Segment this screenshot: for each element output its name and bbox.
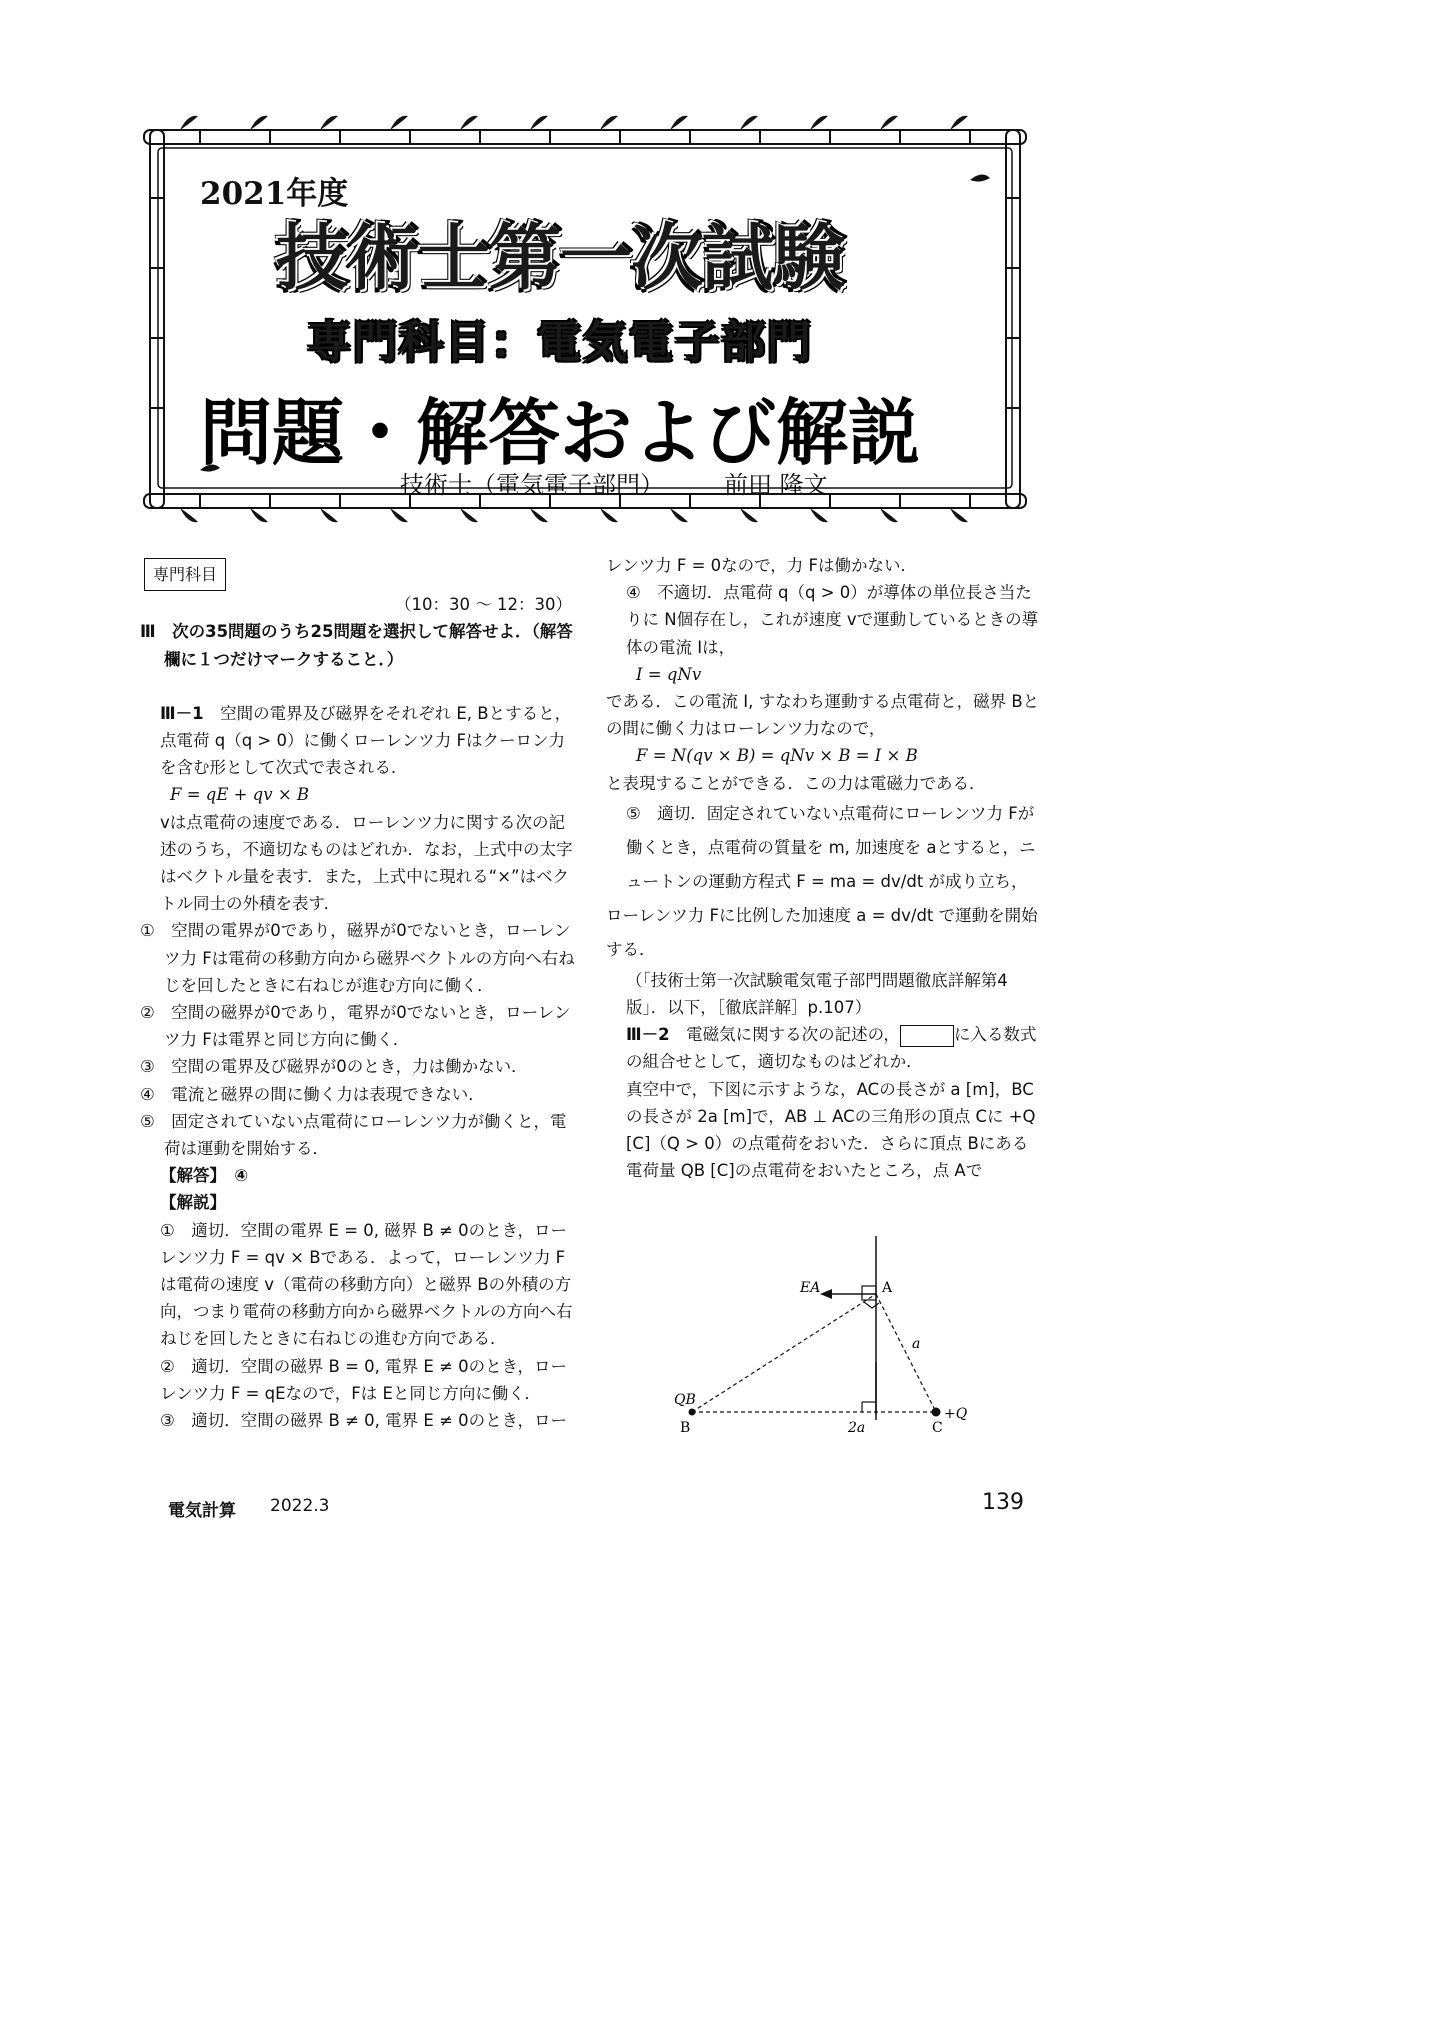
- question-text: vは点電荷の速度である．ローレンツ力に関する次の記述のうち，不適切なものはどれか．なお，上式中の太字はベクトル量を表す．また，上式中に現れる“×”はベクトル同士の外積を表す．: [160, 812, 573, 914]
- explanation-3: ③ 適切．空間の磁界 B ≠ 0, 電界 E ≠ 0のとき，ロー: [160, 1411, 567, 1431]
- reference-note: （「技術士第一次試験電気電子部門問題徹底詳解第4版」．以下，［徹底詳解］p.107）: [626, 970, 1008, 1018]
- explanation-text: と表現することができる．この力は電磁力である．: [606, 773, 986, 793]
- equation: I = qNv: [636, 664, 702, 684]
- option-5: ⑤ 固定されていない点電荷にローレンツ力が働くと，電荷は運動を開始する．: [140, 1111, 567, 1159]
- label-c-point: C: [932, 1420, 943, 1436]
- label-2a: 2a: [848, 1420, 866, 1436]
- page-title: 技術士第一次試験: [275, 216, 844, 300]
- label-qb: QB: [674, 1392, 696, 1408]
- right-column: [606, 552, 1042, 1184]
- left-column: [140, 558, 580, 1434]
- option-3: ③ 空間の電界及び磁界が0のとき，力は働かない．: [140, 1057, 528, 1077]
- label-b-point: B: [680, 1420, 691, 1436]
- point-b: [689, 1409, 696, 1416]
- exam-time: （10：30 〜 12：30）: [395, 595, 572, 615]
- equation: F = N(qv × B) = qNv × B = I × B: [636, 746, 918, 766]
- exam-year: 2021年度: [200, 176, 349, 212]
- explanation-text: ローレンツ力 Fに比例した加速度 a = dv/dt で運動を開始する．: [606, 905, 1038, 959]
- answer-value: ④: [234, 1166, 249, 1186]
- label-ea: EA: [800, 1280, 821, 1296]
- subject-title: 専門科目：電気電子部門: [307, 317, 813, 368]
- author-role: 技術士（電気電子部門）: [400, 471, 664, 499]
- triangle-figure: [660, 1236, 1020, 1486]
- author-line: [400, 465, 828, 500]
- question-text: 真空中で，下図に示すような，ACの長さが a [m]，BCの長さが 2a [m]で，AB ⊥ ACの三角形の頂点 Cに +Q [C]（Q > 0）の点電荷をおいた．さらに頂点 Bにある電荷量 QB [C]の点電荷をおいたところ，点 Aで: [626, 1079, 1036, 1181]
- side-ab: [692, 1294, 876, 1412]
- explanation-1: ① 適切．空間の電界 E = 0, 磁界 B ≠ 0のとき，ローレンツ力 F = qv × Bである．よって，ローレンツ力 Fは電荷の速度 v（電荷の移動方向）と磁界 Bの外積の方向，つまり電荷の移動方向から磁界ベクトルの方向へ右ねじを回したときに右ねじの進む方向である．: [160, 1220, 573, 1349]
- section-heading: 問題・解答および解説: [199, 391, 920, 475]
- question-text: 電磁気に関する次の記述の，: [686, 1025, 900, 1045]
- issue-date: 2022.3: [270, 1496, 330, 1516]
- option-4: ④ 電流と磁界の間に働く力は表現できない．: [140, 1084, 485, 1104]
- label-a-point: A: [882, 1280, 893, 1296]
- explanation-4: ④ 不適切．点電荷 q（q > 0）が導体の単位長さ当たりに N個存在し，これが速度 vで運動しているときの導体の電流 Iは，: [626, 583, 1039, 657]
- equation: F = qE + qv × B: [170, 785, 310, 805]
- explanation-2: ② 適切．空間の磁界 B = 0, 電界 E ≠ 0のとき，ローレンツ力 F = qEなので，Fは Eと同じ方向に働く．: [160, 1356, 567, 1403]
- question-number: Ⅲ－2: [626, 1025, 670, 1045]
- explanation-3-cont: レンツ力 F = 0なので，力 Fは働かない．: [606, 556, 918, 575]
- option-1: ① 空間の電界が0であり，磁界が0でないとき，ローレンツ力 Fは電荷の移動方向から磁界ベクトルの方向へ右ねじを回したときに右ねじが進む方向に働く．: [140, 921, 575, 995]
- point-c: [932, 1408, 941, 1417]
- subject-box-label: 専門科目: [144, 558, 226, 591]
- label-plus-q: +Q: [944, 1406, 968, 1422]
- arrowhead-icon: [820, 1289, 832, 1299]
- instructions: Ⅲ 次の35問題のうち25問題を選択して解答せよ．（解答欄に１つだけマークすること．）: [140, 622, 573, 669]
- explanation-5: ⑤ 適切．固定されていない点電荷にローレンツ力 Fが働くとき，点電荷の質量を m, 加速度を aとすると，ニュートンの運動方程式 F = ma = dv/dt が成り立ち，: [626, 803, 1036, 891]
- explanation-label: 【解説】: [160, 1193, 226, 1213]
- magazine-name: 電気計算: [168, 1501, 236, 1521]
- triangle-diagram: [660, 1236, 1020, 1486]
- question-number: Ⅲ－1: [160, 703, 204, 723]
- page-number: 139: [982, 1490, 1024, 1515]
- question-text: に入る数式の組合せとして，適切なものはどれか．: [626, 1025, 1037, 1072]
- side-ac: [876, 1294, 936, 1412]
- label-a-length: a: [912, 1336, 921, 1352]
- answer-label: 【解答】: [160, 1166, 218, 1186]
- author-name: 前田 隆文: [724, 471, 828, 499]
- question-text: 空間の電界及び磁界をそれぞれ E, Bとすると，点電荷 q（q > 0）に働くローレンツ力 Fはクーロン力を含む形として次式で表される．: [160, 703, 572, 778]
- option-2: ② 空間の磁界が0であり，電界が0でないとき，ローレンツ力 Fは電界と同じ方向に働く．: [140, 1003, 571, 1050]
- answer-blank: [900, 1025, 954, 1047]
- explanation-text: である．この電流 I, すなわち運動する点電荷と，磁界 Bとの間に働く力はローレンツ力なので，: [606, 692, 1040, 739]
